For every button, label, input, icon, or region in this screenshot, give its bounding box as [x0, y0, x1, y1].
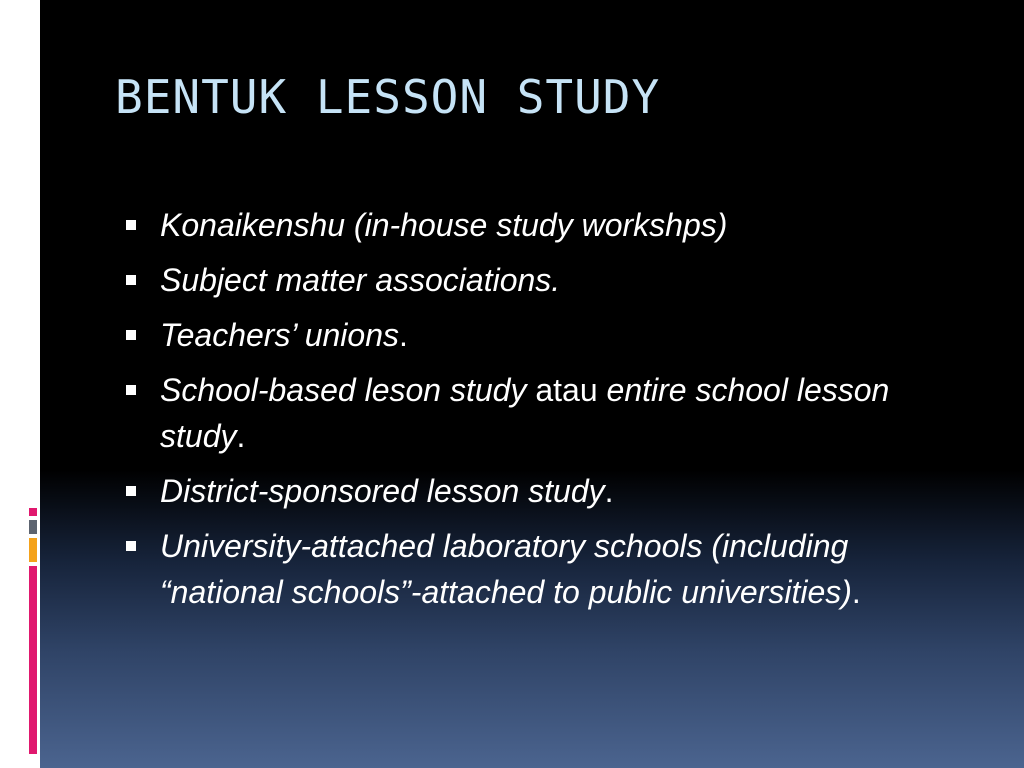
bullet-text: Teachers’ unions	[160, 317, 399, 353]
square-bullet-icon	[126, 275, 136, 285]
bullet-item	[122, 202, 942, 248]
bullet-text: entire school lesson study	[160, 372, 890, 454]
bullet-text: .	[236, 418, 246, 454]
bullet-text: .	[604, 473, 614, 509]
bullet-text: District-sponsored lesson study	[160, 473, 605, 509]
bullet-item	[122, 468, 942, 514]
bullet-item	[122, 523, 942, 615]
bullet-item	[122, 257, 942, 303]
bullet-text: School-based leson study	[160, 372, 527, 408]
accent-bar-pink-long	[29, 566, 37, 754]
square-bullet-icon	[126, 220, 136, 230]
bullet-text: atau	[526, 372, 607, 408]
bullet-list	[122, 202, 942, 624]
square-bullet-icon	[126, 385, 136, 395]
slide-title: BENTUK LESSON STUDY	[115, 70, 661, 124]
accent-bar-pink-top	[29, 508, 37, 516]
square-bullet-icon	[126, 330, 136, 340]
bullet-item	[122, 367, 942, 459]
bullet-text: .	[851, 574, 861, 610]
bullet-text: .	[398, 317, 408, 353]
bullet-text: Subject matter associations.	[160, 262, 561, 298]
bullet-item	[122, 312, 942, 358]
accent-bar-gray	[29, 520, 37, 534]
square-bullet-icon	[126, 541, 136, 551]
accent-bar-orange	[29, 538, 37, 562]
bullet-text: Konaikenshu (in-house study workshps)	[160, 207, 728, 243]
square-bullet-icon	[126, 486, 136, 496]
bullet-text: University-attached laboratory schools (including “national schools”-attached to public universities)	[160, 528, 852, 610]
